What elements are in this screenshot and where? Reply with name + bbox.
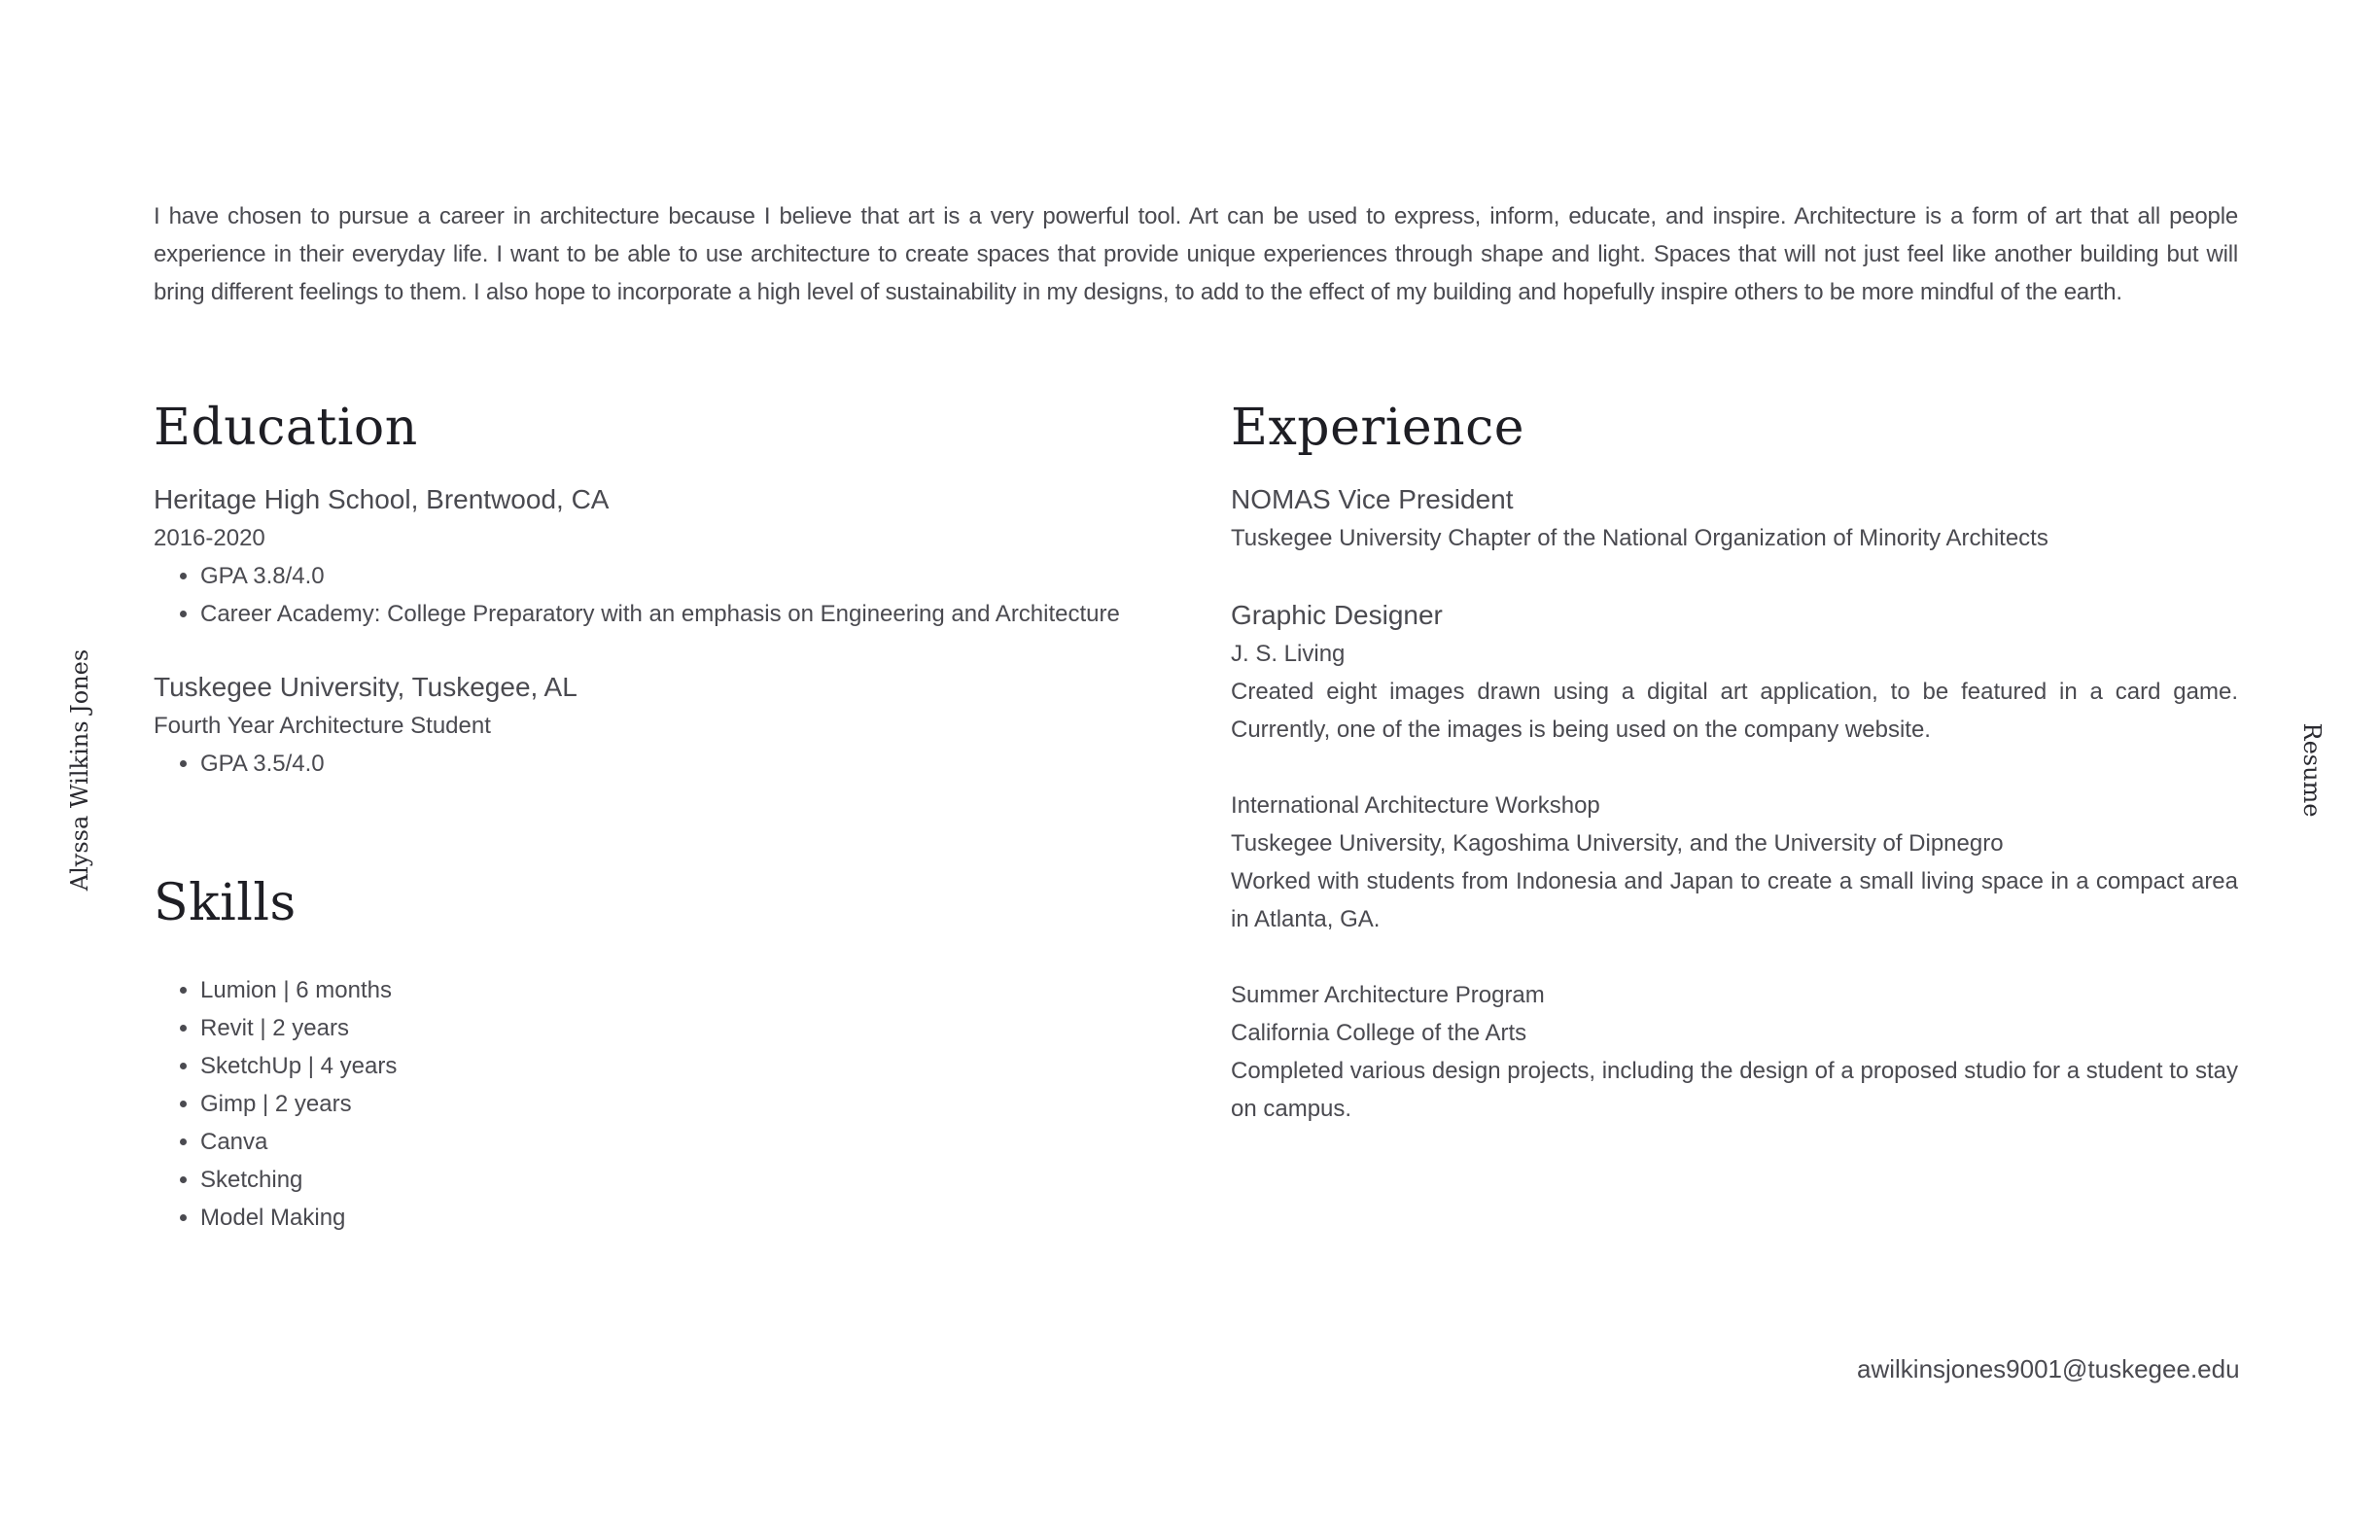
intro-paragraph: I have chosen to pursue a career in architecture because I believe that art is a very powerful tool. Art can be used to express, inform, educate, and inspire. Architecture is a form of art that all people experience in their everyday life. I want to be able to use architecture to create spaces that provide unique experiences through shape and light. Spaces that will not just feel like another building but will bring different feelings to them. I also hope to incorporate a high level of sustainability in my designs, to add to the effect of my building and hopefully inspire others to be more mindful of the earth. (154, 203, 2238, 305)
bullet-item: • Career Academy: College Preparatory with an emphasis on Engineering and Architecture (200, 595, 1223, 633)
email-address[interactable]: awilkinsjones9001@tuskegee.edu (1857, 1354, 2240, 1383)
education-entry (154, 480, 1223, 633)
experience-description: Worked with students from Indonesia and Japan to create a small living space in a compact area in Atlanta, GA. (1231, 868, 2238, 932)
experience-org: Tuskegee University, Kagoshima University, and the University of Dipnegro (1231, 830, 2004, 857)
skills-list (154, 971, 1223, 1237)
education-section (154, 389, 1223, 783)
left-column (154, 389, 1223, 1237)
experience-role: International Architecture Workshop (1231, 792, 1600, 819)
experience-role: Summer Architecture Program (1231, 982, 1545, 1008)
experience-heading: Experience (1231, 399, 1524, 457)
side-name: Alyssa Wilkins Jones (66, 648, 93, 892)
skill-item: • Revit | 2 years (200, 1009, 1223, 1047)
school-bullets (154, 745, 1223, 783)
side-resume-label: Resume (2298, 722, 2326, 818)
school-detail: 2016-2020 (154, 525, 265, 551)
skill-item: • Gimp | 2 years (200, 1085, 1223, 1123)
education-entry (154, 668, 1223, 783)
experience-org: J. S. Living (1231, 641, 1346, 667)
experience-role: NOMAS Vice President (1231, 484, 1514, 514)
experience-role: Graphic Designer (1231, 600, 1443, 630)
experience-entry (1231, 976, 2238, 1128)
right-column (1231, 389, 2238, 1128)
skill-item: • Lumion | 6 months (200, 971, 1223, 1009)
skill-item: • Model Making (200, 1199, 1223, 1237)
experience-org: Tuskegee University Chapter of the National Organization of Minority Architects (1231, 525, 2048, 551)
school-name: Heritage High School, Brentwood, CA (154, 484, 610, 514)
bullet-item: • GPA 3.5/4.0 (200, 745, 1223, 783)
skills-heading: Skills (154, 874, 297, 932)
bullet-item: • GPA 3.8/4.0 (200, 557, 1223, 595)
skills-section (154, 864, 1223, 1237)
skill-item: • SketchUp | 4 years (200, 1047, 1223, 1085)
education-heading: Education (154, 399, 418, 457)
experience-org: California College of the Arts (1231, 1020, 1527, 1046)
school-name: Tuskegee University, Tuskegee, AL (154, 672, 578, 702)
experience-section (1231, 389, 2238, 1128)
experience-entry (1231, 787, 2238, 938)
school-detail: Fourth Year Architecture Student (154, 713, 491, 739)
experience-entry (1231, 480, 2238, 557)
skill-item: • Canva (200, 1123, 1223, 1161)
skill-item: • Sketching (200, 1161, 1223, 1199)
experience-entry (1231, 596, 2238, 749)
school-bullets (154, 557, 1223, 633)
experience-description: Completed various design projects, including the design of a proposed studio for a student to stay on campus. (1231, 1058, 2238, 1122)
experience-description: Created eight images drawn using a digital art application, to be featured in a card game. Currently, one of the images is being used on the company website. (1231, 679, 2238, 743)
